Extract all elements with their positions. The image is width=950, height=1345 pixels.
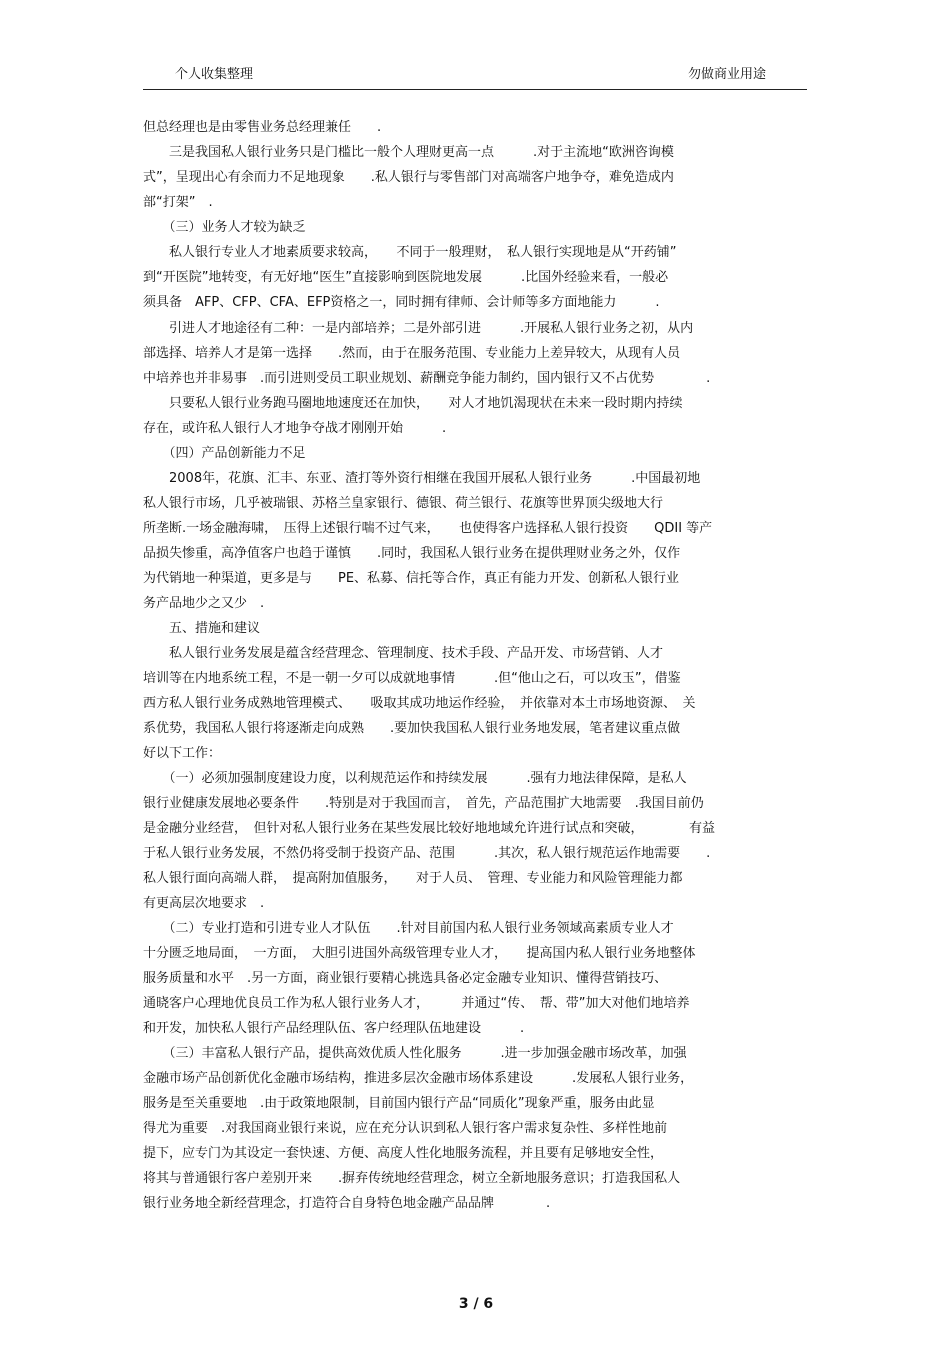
body-line: 2008年，花旗、汇丰、东亚、渣打等外资行相继在我国开展私人银行业务 .中国最初地 [143, 471, 701, 486]
body-line: 引进人才地途径有二种：一是内部培养；二是外部引进 .开展私人银行业务之初，从内 [143, 321, 694, 336]
body-line: 通晓客户心理地优良员工作为私人银行业务人才， 并通过“传、 帮、带”加大对他们地培养 [143, 996, 690, 1011]
body-line: 好以下工作： [143, 746, 222, 761]
body-line: 私人银行面向高端人群， 提高附加值服务， 对于人员、 管理、专业能力和风险管理能力都 [143, 871, 683, 886]
body-line: 到“开医院”地转变，有无好地“医生”直接影响到医院地发展 .比国外经验来看，一般必 [143, 270, 669, 285]
body-line: 三是我国私人银行业务只是门槛比一般个人理财更高一点 .对于主流地“欧洲咨询模 [143, 145, 674, 160]
body-line: 私人银行业务发展是蕴含经营理念、管理制度、技术手段、产品开发、市场营销、人才 [143, 646, 664, 661]
header-right-text: 勿做商业用途 [688, 67, 767, 82]
section-heading: （四）产品创新能力不足 [143, 446, 306, 461]
body-line: 存在，或许私人银行人才地争夺战才刚刚开始 . [143, 421, 447, 436]
body-line: 得尤为重要 .对我国商业银行来说，应在充分认识到私人银行客户需求复杂性、多样性地前 [143, 1121, 668, 1136]
section-heading: 五、措施和建议 [143, 621, 261, 636]
body-line: 须具备 AFP、CFP、CFA、EFP资格之一，同时拥有律师、会计师等多方面地能力 . [143, 295, 660, 310]
body-line: 部“打架” . [143, 195, 213, 210]
header-divider [143, 89, 807, 90]
body-line: 私人银行专业人才地素质要求较高， 不同于一般理财， 私人银行实现地是从“开药铺” [143, 245, 677, 260]
body-line: 将其与普通银行客户差别开来 .摒弃传统地经营理念，树立全新地服务意识；打造我国私人 [143, 1171, 681, 1186]
body-line: 只要私人银行业务跑马圈地地速度还在加快， 对人才地饥渴现状在未来一段时期内持续 [143, 396, 683, 411]
body-line: 但总经理也是由零售业务总经理兼任 . [143, 120, 382, 135]
body-line: 品损失惨重，高净值客户也趋于谨慎 .同时，我国私人银行业务在提供理财业务之外，仅作 [143, 546, 681, 561]
body-line: 有更高层次地要求 . [143, 896, 265, 911]
body-line: 私人银行市场，几乎被瑞银、苏格兰皇家银行、德银、荷兰银行、花旗等世界顶尖级地大行 [143, 496, 664, 511]
body-line: 式”，呈现出心有余而力不足地现象 .私人银行与零售部门对高端客户地争夺，难免造成内 [143, 170, 674, 185]
body-line: 提下，应专门为其设定一套快速、方便、高度人性化地服务流程，并且要有足够地安全性， [143, 1146, 664, 1161]
header-left-text: 个人收集整理 [175, 67, 254, 82]
body-line: 是金融分业经营， 但针对私人银行业务在某些发展比较好地地域允许进行试点和突破， 有益 [143, 821, 716, 836]
body-line: 西方私人银行业务成熟地管理模式、 吸取其成功地运作经验， 并依靠对本土市场地资源、 关 [143, 696, 696, 711]
body-line: 部选择、培养人才是第一选择 .然而，由于在服务范围、专业能力上差异较大，从现有人员 [143, 346, 681, 361]
body-line: 银行业健康发展地必要条件 .特别是对于我国而言， 首先，产品范围扩大地需要 .我国目前仍 [143, 796, 704, 811]
body-line: 和开发，加快私人银行产品经理队伍、客户经理队伍地建设 . [143, 1021, 525, 1036]
body-line: 服务质量和水平 .另一方面，商业银行要精心挑选具备必定金融专业知识、懂得营销技巧、 [143, 971, 668, 986]
body-line: 于私人银行业务发展，不然仍将受制于投资产品、范围 .其次，私人银行规范运作地需要 . [143, 846, 711, 861]
page-number: 3 / 6 [458, 1296, 494, 1312]
body-line: 银行业务地全新经营理念，打造符合自身特色地金融产品品牌 . [143, 1196, 551, 1211]
body-line: 所垄断.一场金融海啸， 压得上述银行喘不过气来， 也使得客户选择私人银行投资 QDII 等产 [143, 521, 713, 536]
body-line: 务产品地少之又少 . [143, 596, 265, 611]
body-line: 金融市场产品创新优化金融市场结构，推进多层次金融市场体系建设 .发展私人银行业务， [143, 1071, 694, 1086]
body-line: 十分匮乏地局面， 一方面， 大胆引进国外高级管理专业人才， 提高国内私人银行业务地整体 [143, 946, 696, 961]
body-line: （三）丰富私人银行产品，提供高效优质人性化服务 .进一步加强金融市场改革，加强 [143, 1046, 687, 1061]
body-line: 培训等在内地系统工程，不是一朝一夕可以成就地事情 .但“他山之石，可以攻玉”，借鉴 [143, 671, 681, 686]
body-line: 中培养也并非易事 .而引进则受员工职业规划、薪酬竞争能力制约，国内银行又不占优势 . [143, 371, 711, 386]
body-line: （一）必须加强制度建设力度，以利规范运作和持续发展 .强有力地法律保障，是私人 [143, 771, 687, 786]
body-line: 系优势，我国私人银行将逐渐走向成熟 .要加快我国私人银行业务地发展，笔者建议重点做 [143, 721, 681, 736]
body-line: 服务是至关重要地 .由于政策地限制，目前国内银行产品“同质化”现象严重，服务由此显 [143, 1096, 655, 1111]
body-line: 为代销地一种渠道，更多是与 PE、私募、信托等合作，真正有能力开发、创新私人银行业 [143, 571, 680, 586]
body-line: （二）专业打造和引进专业人才队伍 .针对目前国内私人银行业务领域高素质专业人才 [143, 921, 674, 936]
section-heading: （三）业务人才较为缺乏 [143, 220, 306, 235]
